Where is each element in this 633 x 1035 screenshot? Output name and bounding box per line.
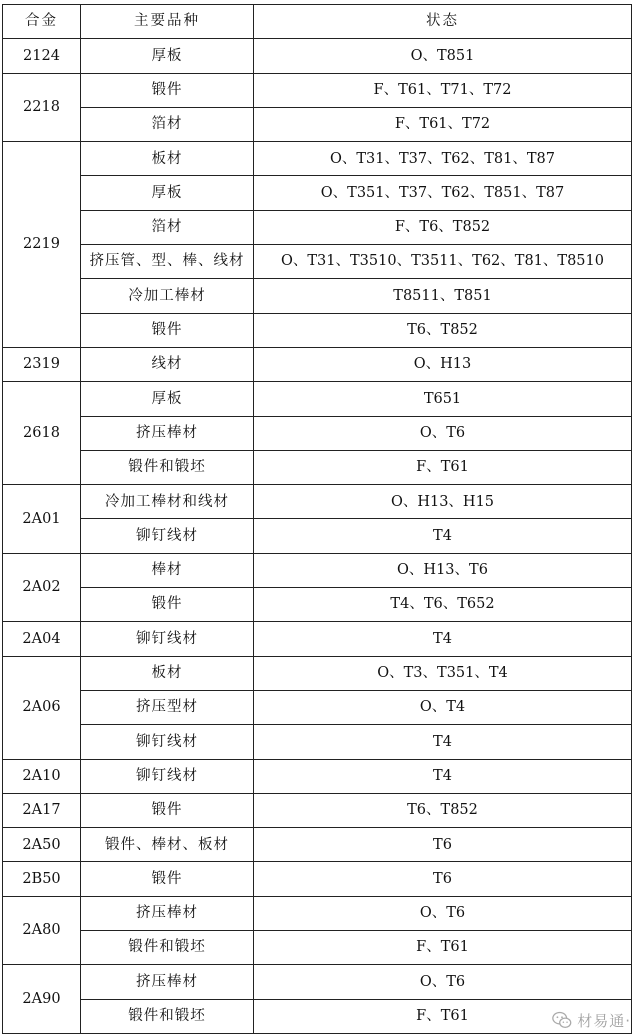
header-product: 主要品种 — [81, 5, 254, 39]
table-row — [3, 690, 632, 724]
header-alloy: 合金 — [3, 5, 81, 39]
state-cell: T651 — [254, 382, 632, 416]
table-row — [3, 896, 632, 930]
table-row — [3, 999, 632, 1033]
product-cell: 线材 — [81, 347, 254, 381]
state-cell: O、T4 — [254, 690, 632, 724]
product-cell: 挤压棒材 — [81, 965, 254, 999]
product-cell: 厚板 — [81, 39, 254, 73]
state-cell: O、T351、T37、T62、T851、T87 — [254, 176, 632, 210]
state-cell: F、T6、T852 — [254, 210, 632, 244]
state-cell: T6、T852 — [254, 793, 632, 827]
table-row — [3, 725, 632, 759]
state-cell: O、H13、H15 — [254, 485, 632, 519]
product-cell: 箔材 — [81, 107, 254, 141]
state-cell: T8511、T851 — [254, 279, 632, 313]
alloy-cell: 2A10 — [3, 759, 81, 793]
table-row — [3, 450, 632, 484]
state-cell: O、T3、T351、T4 — [254, 656, 632, 690]
table-row — [3, 347, 632, 381]
product-cell: 铆钉线材 — [81, 622, 254, 656]
state-cell: O、H13 — [254, 347, 632, 381]
alloy-cell: 2B50 — [3, 862, 81, 896]
state-cell: O、T31、T37、T62、T81、T87 — [254, 142, 632, 176]
alloy-cell: 2A01 — [3, 485, 81, 554]
table-row — [3, 862, 632, 896]
product-cell: 厚板 — [81, 382, 254, 416]
state-cell: T4、T6、T652 — [254, 588, 632, 622]
state-cell: T4 — [254, 519, 632, 553]
table-row — [3, 382, 632, 416]
product-cell: 挤压型材 — [81, 690, 254, 724]
table-row — [3, 245, 632, 279]
state-cell: F、T61 — [254, 931, 632, 965]
state-cell: T4 — [254, 725, 632, 759]
alloy-cell: 2218 — [3, 73, 81, 142]
watermark-text: 材易通· — [577, 1011, 631, 1030]
product-cell: 锻件 — [81, 73, 254, 107]
product-cell: 厚板 — [81, 176, 254, 210]
product-cell: 板材 — [81, 142, 254, 176]
table-header — [3, 5, 632, 39]
table-row — [3, 828, 632, 862]
product-cell: 铆钉线材 — [81, 519, 254, 553]
state-cell: T6、T852 — [254, 313, 632, 347]
state-cell: F、T61 — [254, 999, 632, 1033]
table-row — [3, 931, 632, 965]
alloy-cell: 2A06 — [3, 656, 81, 759]
state-cell: O、T6 — [254, 965, 632, 999]
state-cell: F、T61、T71、T72 — [254, 73, 632, 107]
table-row — [3, 588, 632, 622]
watermark — [551, 1009, 631, 1031]
table-row — [3, 279, 632, 313]
product-cell: 锻件和锻坯 — [81, 999, 254, 1033]
product-cell: 板材 — [81, 656, 254, 690]
product-cell: 锻件 — [81, 313, 254, 347]
table-row — [3, 142, 632, 176]
wechat-icon — [551, 1009, 573, 1031]
product-cell: 冷加工棒材 — [81, 279, 254, 313]
alloy-cell: 2A17 — [3, 793, 81, 827]
state-cell: F、T61 — [254, 450, 632, 484]
alloy-cell: 2A04 — [3, 622, 81, 656]
state-cell: T6 — [254, 828, 632, 862]
alloy-cell: 2618 — [3, 382, 81, 485]
product-cell: 锻件和锻坯 — [81, 931, 254, 965]
product-cell: 挤压棒材 — [81, 416, 254, 450]
alloy-state-table — [2, 4, 632, 1034]
state-cell: O、T6 — [254, 416, 632, 450]
alloy-cell: 2124 — [3, 39, 81, 73]
table-row — [3, 793, 632, 827]
table-row — [3, 39, 632, 73]
state-cell: F、T61、T72 — [254, 107, 632, 141]
table-row — [3, 313, 632, 347]
table-row — [3, 210, 632, 244]
alloy-cell: 2A50 — [3, 828, 81, 862]
state-cell: T6 — [254, 862, 632, 896]
table-row — [3, 176, 632, 210]
product-cell: 挤压管、型、棒、线材 — [81, 245, 254, 279]
table-row — [3, 656, 632, 690]
product-cell: 锻件 — [81, 862, 254, 896]
alloy-cell: 2319 — [3, 347, 81, 381]
product-cell: 棒材 — [81, 553, 254, 587]
alloy-cell: 2A80 — [3, 896, 81, 965]
state-cell: O、T6 — [254, 896, 632, 930]
state-cell: O、T31、T3510、T3511、T62、T81、T8510 — [254, 245, 632, 279]
product-cell: 冷加工棒材和线材 — [81, 485, 254, 519]
product-cell: 箔材 — [81, 210, 254, 244]
product-cell: 铆钉线材 — [81, 759, 254, 793]
table-body — [3, 39, 632, 1034]
table-row — [3, 965, 632, 999]
state-cell: O、H13、T6 — [254, 553, 632, 587]
table-row — [3, 485, 632, 519]
product-cell: 锻件 — [81, 793, 254, 827]
state-cell: T4 — [254, 759, 632, 793]
alloy-cell: 2A02 — [3, 553, 81, 622]
table-row — [3, 519, 632, 553]
product-cell: 锻件和锻坯 — [81, 450, 254, 484]
table-row — [3, 622, 632, 656]
product-cell: 铆钉线材 — [81, 725, 254, 759]
table-row — [3, 416, 632, 450]
alloy-cell: 2219 — [3, 142, 81, 348]
table-row — [3, 759, 632, 793]
product-cell: 挤压棒材 — [81, 896, 254, 930]
table-row — [3, 73, 632, 107]
state-cell: T4 — [254, 622, 632, 656]
alloy-cell: 2A90 — [3, 965, 81, 1034]
header-row — [3, 5, 632, 39]
header-state: 状态 — [254, 5, 632, 39]
state-cell: O、T851 — [254, 39, 632, 73]
product-cell: 锻件、棒材、板材 — [81, 828, 254, 862]
table-row — [3, 107, 632, 141]
product-cell: 锻件 — [81, 588, 254, 622]
table-row — [3, 553, 632, 587]
